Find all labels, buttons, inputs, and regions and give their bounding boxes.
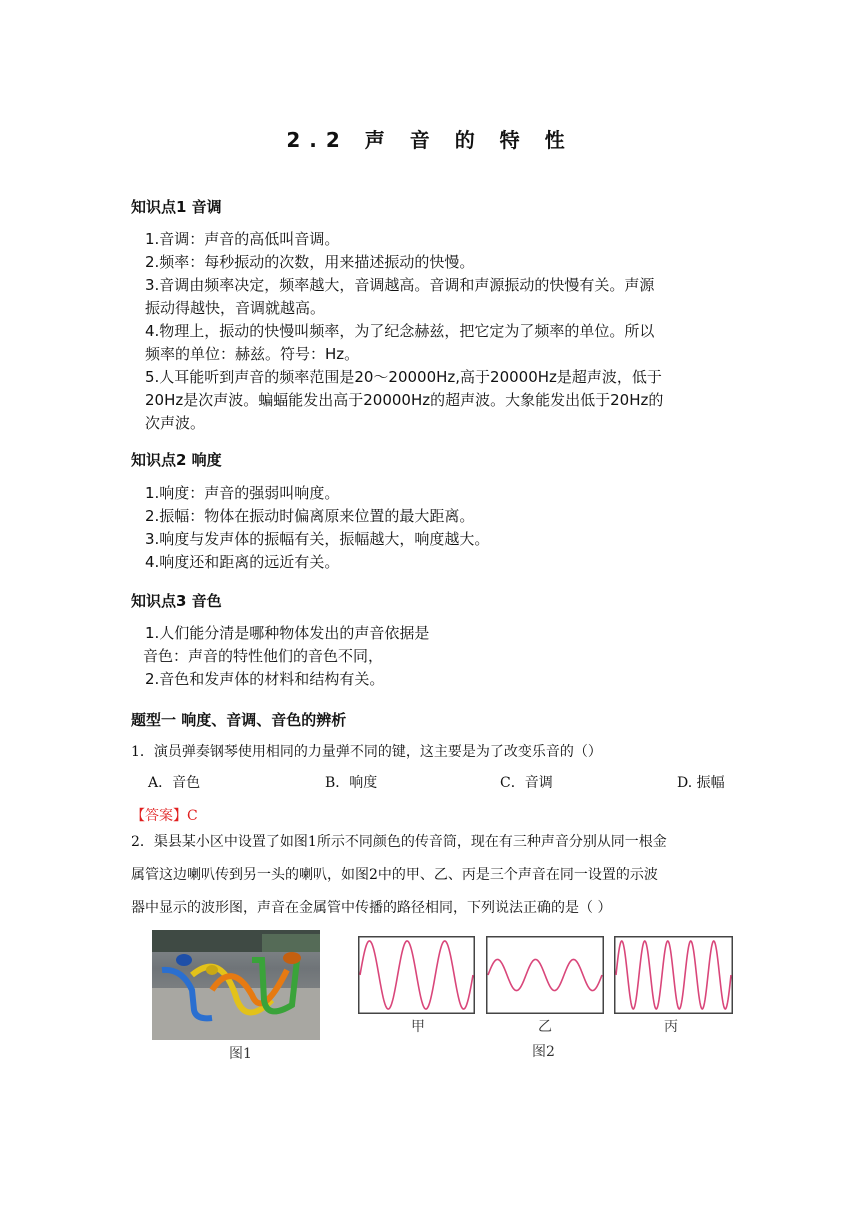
kp2-line: 3.响度与发声体的振幅有关，振幅越大，响度越大。 [145,530,490,548]
option-a: A．音色 [148,775,201,791]
sound-tube-photo [152,930,320,1040]
waveform-yi [486,936,604,1014]
kp1-line: 振动得越快，音调就越高。 [145,299,326,317]
wave-label-bing: 丙 [664,1019,678,1035]
kp2-line: 1.响度：声音的强弱叫响度。 [145,484,340,502]
kp2-line: 4.响度还和距离的远近有关。 [145,553,340,571]
question-2 [131,826,731,925]
kp2-heading: 知识点2 响度 [131,451,222,469]
kp3-line: 1.人们能分清是哪种物体发出的声音依据是 [145,624,430,642]
option-c: C．音调 [500,775,553,791]
kp1-line: 2.频率：每秒振动的次数，用来描述振动的快慢。 [145,253,475,271]
question-2-line: 器中显示的波形图，声音在金属管中传播的路径相同，下列说法正确的是（ ） [131,900,612,916]
kp1-line: 5.人耳能听到声音的频率范围是20～20000Hz,高于20000Hz是超声波，低于 [145,368,662,386]
kp1-line: 20Hz是次声波。蝙蝠能发出高于20000Hz的超声波。大象能发出低于20Hz的 [145,391,664,409]
figure-2-caption: 图2 [532,1044,555,1060]
waveform-bing [614,936,733,1014]
kp3-line: 2.音色和发声体的材料和结构有关。 [145,670,385,688]
question-1-options [148,772,733,794]
kp1-line: 1.音调：声音的高低叫音调。 [145,230,340,248]
answer-line [131,805,198,825]
wave-label-jia: 甲 [411,1019,425,1035]
answer-value: C [187,808,198,824]
kp2-body [145,482,735,574]
page-title: 2.2 声 音 的 特 性 [286,128,574,152]
section-heading: 题型一 响度、音调、音色的辨析 [131,711,347,729]
question-2-line: 2．渠县某小区中设置了如图1所示不同颜色的传音筒，现在有三种声音分别从同一根金 [131,834,667,850]
kp3-heading: 知识点3 音色 [131,592,222,610]
option-b: B．响度 [325,775,378,791]
wave-label-yi: 乙 [538,1019,552,1035]
kp1-body [145,228,735,435]
kp3-line: 音色：声音的特性他们的音色不同， [143,647,384,665]
question-2-line: 属管这边喇叭传到另一头的喇叭，如图2中的甲、乙、丙是三个声音在同一设置的示波 [131,867,658,883]
kp1-line: 4.物理上，振动的快慢叫频率，为了纪念赫兹，把它定为了频率的单位。所以 [145,322,655,340]
figure-1-caption: 图1 [229,1046,252,1062]
kp1-line: 频率的单位：赫兹。符号：Hz。 [145,345,360,363]
kp1-heading: 知识点1 音调 [131,198,222,216]
kp1-line: 3.音调由频率决定，频率越大，音调越高。音调和声源振动的快慢有关。声源 [145,276,655,294]
question-1: 1．演员弹奏钢琴使用相同的力量弹不同的键，这主要是为了改变乐音的（） [131,744,602,760]
kp2-line: 2.振幅：物体在振动时偏离原来位置的最大距离。 [145,507,475,525]
answer-label: 【答案】 [131,808,187,824]
waveform-jia [358,936,475,1014]
kp3-body [145,622,735,691]
kp1-line: 次声波。 [145,414,206,432]
option-d: D. 振幅 [677,775,725,791]
